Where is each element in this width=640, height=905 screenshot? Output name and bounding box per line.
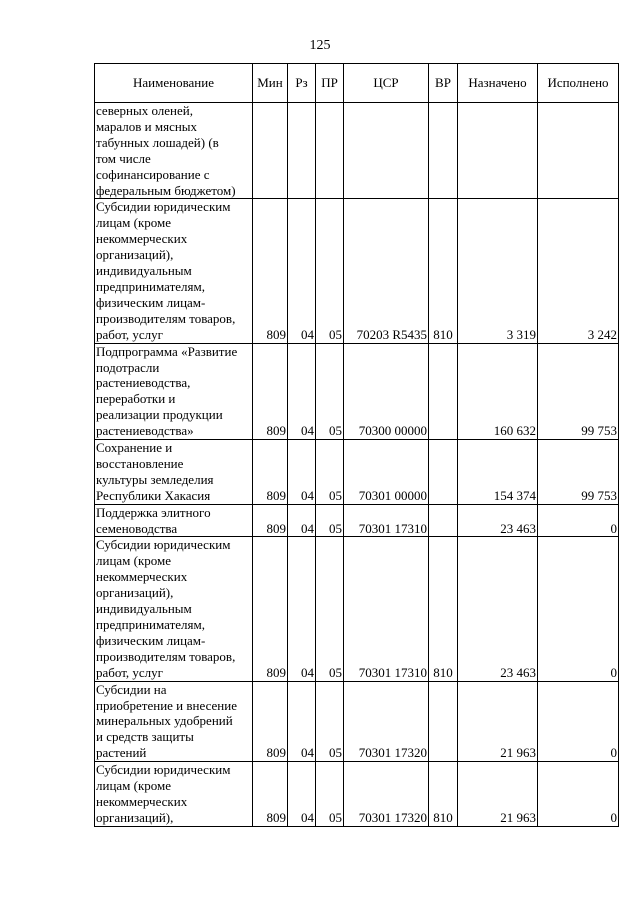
cell-pr: 05: [316, 343, 344, 439]
cell-assigned: 23 463: [458, 504, 538, 537]
cell-assigned: [458, 103, 538, 199]
cell-name-line: работ, услуг: [96, 664, 164, 680]
cell-csr: 70300 00000: [344, 343, 429, 439]
header-csr: ЦСР: [344, 64, 429, 103]
cell-name-line: организаций),: [96, 247, 174, 263]
cell-name-line: культуры земледелия: [96, 471, 214, 487]
cell-name: [95, 103, 253, 199]
cell-name-line: лицам (кроме: [96, 778, 172, 794]
header-rz: Рз: [288, 64, 316, 103]
cell-name-line: некоммерческих: [96, 793, 188, 809]
table-body: [95, 103, 619, 827]
cell-assigned: 23 463: [458, 537, 538, 681]
cell-vr: [429, 343, 458, 439]
cell-name-line: минеральных удобрений: [96, 713, 233, 729]
cell-name-line: лицам (кроме: [96, 553, 172, 569]
cell-pr: 05: [316, 762, 344, 827]
cell-vr: [429, 103, 458, 199]
cell-name-line: софинансирование с: [96, 166, 210, 182]
page-number: 125: [309, 38, 331, 53]
cell-name-line: лицам (кроме: [96, 215, 172, 231]
cell-name-line: растениеводства»: [96, 423, 194, 439]
cell-vr: 810: [429, 537, 458, 681]
cell-name-line: некоммерческих: [96, 231, 188, 247]
cell-name-line: приобретение и внесение: [96, 697, 237, 713]
cell-name-line: производителям товаров,: [96, 310, 236, 326]
cell-name-line: организаций),: [96, 809, 174, 825]
cell-csr: [344, 103, 429, 199]
cell-min: 809: [253, 504, 288, 537]
cell-name-line: организаций),: [96, 585, 174, 601]
cell-name-line: растениеводства,: [96, 375, 191, 391]
header-assigned: Назначено: [458, 64, 538, 103]
cell-name-line: и средств защиты: [96, 729, 194, 745]
table-row: [95, 681, 619, 762]
cell-done: 0: [538, 681, 619, 762]
table-row: [95, 199, 619, 343]
header-min: Мин: [253, 64, 288, 103]
cell-name-line: физическим лицам-: [96, 632, 206, 648]
cell-name-line: производителям товаров,: [96, 648, 236, 664]
cell-name-line: Субсидии юридическим: [96, 762, 231, 778]
cell-name-line: предпринимателям,: [96, 278, 205, 294]
cell-pr: 05: [316, 504, 344, 537]
table-row: [95, 504, 619, 537]
cell-vr: 810: [429, 199, 458, 343]
cell-rz: 04: [288, 343, 316, 439]
cell-done: 99 753: [538, 343, 619, 439]
cell-min: [253, 103, 288, 199]
cell-csr: 70203 R5435: [344, 199, 429, 343]
cell-name-line: Республики Хакасия: [96, 487, 211, 503]
table-row: [95, 762, 619, 827]
cell-name-line: Субсидии юридическим: [96, 537, 231, 553]
cell-pr: 05: [316, 537, 344, 681]
cell-name-line: некоммерческих: [96, 569, 188, 585]
cell-csr: 70301 17320: [344, 681, 429, 762]
cell-rz: 04: [288, 762, 316, 827]
cell-done: 0: [538, 504, 619, 537]
cell-name-line: Поддержка элитного: [96, 504, 211, 520]
cell-csr: 70301 17310: [344, 504, 429, 537]
cell-pr: 05: [316, 199, 344, 343]
cell-min: 809: [253, 199, 288, 343]
cell-pr: 05: [316, 681, 344, 762]
table-row: [95, 440, 619, 505]
cell-vr: [429, 440, 458, 505]
cell-vr: 810: [429, 762, 458, 827]
cell-name-line: индивидуальным: [96, 263, 192, 279]
cell-rz: 04: [288, 199, 316, 343]
cell-name-line: федеральным бюджетом): [96, 182, 236, 198]
cell-name-line: подотрасли: [96, 359, 160, 375]
cell-name-line: растений: [96, 745, 147, 761]
cell-min: 809: [253, 537, 288, 681]
cell-rz: 04: [288, 440, 316, 505]
cell-assigned: 160 632: [458, 343, 538, 439]
cell-name-line: физическим лицам-: [96, 294, 206, 310]
cell-name-line: том числе: [96, 150, 151, 166]
header-name: Наименование: [95, 64, 253, 103]
cell-name-line: переработки и: [96, 391, 176, 407]
cell-name: [95, 199, 253, 343]
cell-assigned: 21 963: [458, 681, 538, 762]
cell-name-line: табунных лошадей) (в: [96, 134, 219, 150]
cell-vr: [429, 681, 458, 762]
cell-name-line: северных оленей,: [96, 103, 193, 118]
cell-rz: 04: [288, 504, 316, 537]
cell-name: [95, 681, 253, 762]
cell-name-line: Субсидии на: [96, 681, 167, 697]
cell-rz: [288, 103, 316, 199]
cell-name-line: реализации продукции: [96, 407, 223, 423]
cell-min: 809: [253, 762, 288, 827]
cell-name-line: семеноводства: [96, 520, 178, 536]
cell-rz: 04: [288, 537, 316, 681]
cell-min: 809: [253, 440, 288, 505]
cell-pr: 05: [316, 440, 344, 505]
cell-csr: 70301 17310: [344, 537, 429, 681]
table-row: [95, 537, 619, 681]
cell-name-line: восстановление: [96, 455, 184, 471]
cell-min: 809: [253, 681, 288, 762]
cell-csr: 70301 00000: [344, 440, 429, 505]
cell-name: [95, 504, 253, 537]
cell-done: 0: [538, 537, 619, 681]
cell-name-line: Подпрограмма «Развитие: [96, 343, 238, 359]
cell-name-line: Субсидии юридическим: [96, 199, 231, 215]
cell-assigned: 154 374: [458, 440, 538, 505]
table-row: [95, 103, 619, 199]
cell-assigned: 21 963: [458, 762, 538, 827]
cell-rz: 04: [288, 681, 316, 762]
budget-table: [94, 63, 619, 827]
cell-csr: 70301 17320: [344, 762, 429, 827]
table-header-row: [95, 64, 619, 103]
cell-assigned: 3 319: [458, 199, 538, 343]
cell-min: 809: [253, 343, 288, 439]
cell-done: 3 242: [538, 199, 619, 343]
table-row: [95, 343, 619, 439]
cell-name-line: маралов и мясных: [96, 118, 198, 134]
cell-name-line: предпринимателям,: [96, 617, 205, 632]
cell-name-line: Сохранение и: [96, 440, 173, 456]
cell-name: [95, 762, 253, 827]
cell-name-line: индивидуальным: [96, 601, 192, 617]
header-vr: ВР: [429, 64, 458, 103]
cell-vr: [429, 504, 458, 537]
cell-pr: [316, 103, 344, 199]
cell-done: 99 753: [538, 440, 619, 505]
cell-name: [95, 440, 253, 505]
cell-name: [95, 343, 253, 439]
cell-name: [95, 537, 253, 681]
cell-name-line: работ, услуг: [96, 326, 164, 342]
header-done: Исполнено: [538, 64, 619, 103]
cell-done: [538, 103, 619, 199]
header-pr: ПР: [316, 64, 344, 103]
cell-done: 0: [538, 762, 619, 827]
